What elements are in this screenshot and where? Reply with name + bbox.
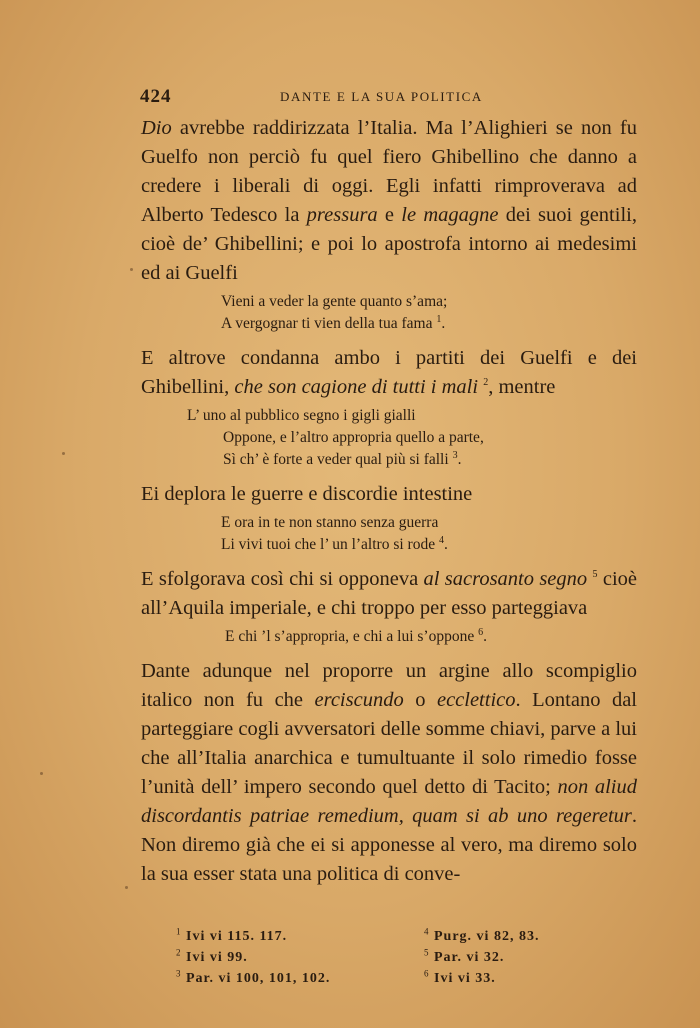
footnote-ref: 1 bbox=[436, 313, 442, 325]
italic-text: al sacrosanto segno bbox=[423, 568, 588, 590]
footnote: $^4$ Purg. vi 82, 83. bbox=[424, 926, 540, 944]
verse-quote-1 bbox=[141, 291, 637, 335]
italic-text: che son cagione di tutti i mali bbox=[234, 376, 479, 398]
italic-text: Dio bbox=[141, 117, 172, 139]
text-run: dei suoi gentili, cioè de’ Ghibellini; e poi lo apostrofa intorno ai medesimi ed ai Guelfi bbox=[141, 204, 637, 284]
footnote-ref: 3 bbox=[452, 449, 458, 461]
paragraph-3: Ei deplora le guerre e discordie intestine bbox=[141, 483, 473, 505]
text-run: avrebbe raddirizzata l’Italia. Ma l’Alighieri se non fu Guelfo non perciò fu quel fiero Ghibellino che danno a credere i liberali di oggi. Egli infatti rimproverava ad Alberto Tedesco la bbox=[141, 117, 637, 226]
italic-text: erciscundo bbox=[314, 689, 404, 711]
paper-speck bbox=[62, 452, 65, 455]
text-run: cioè all’Aquila imperiale, e chi troppo per esso parteggiava bbox=[141, 568, 637, 619]
footnote: $^5$ Par. vi 32. bbox=[424, 947, 505, 965]
paper-speck bbox=[130, 268, 133, 271]
verse-line: L’ uno al pubblico segno i gigli gialli bbox=[187, 407, 416, 424]
running-head: DANTE E LA SUA POLITICA bbox=[280, 89, 483, 104]
paragraph-2 bbox=[141, 344, 637, 402]
footnote: $^6$ Ivi vi 33. bbox=[424, 968, 496, 986]
verse-quote-3 bbox=[141, 512, 637, 556]
footnote: $^1$ Ivi vi 115. 117. bbox=[176, 926, 288, 944]
paper-speck bbox=[40, 772, 43, 775]
text-run: . Lontano dal parteggiare cogli avversatori delle somme chiavi, parve a lui che all’Italia anarchica e tumultuante il solo rimedio fosse l’unità dell’ impero secondo quel detto di Tacito; bbox=[141, 689, 637, 798]
paper-speck bbox=[125, 886, 128, 889]
verse-line: E ora in te non stanno senza guerra bbox=[221, 514, 439, 531]
footnote-ref: 6 bbox=[478, 626, 484, 638]
verse-line: A vergognar ti vien della tua fama $^1$. bbox=[221, 313, 446, 332]
text-run: , mentre bbox=[488, 376, 556, 398]
footnote-column-left bbox=[176, 926, 330, 989]
text-run: E altrove condanna ambo i partiti dei Guelfi e dei Ghibellini, bbox=[141, 347, 637, 398]
italic-text: le magagne bbox=[401, 204, 499, 226]
page-header bbox=[140, 86, 636, 108]
italic-text: ecclettico bbox=[436, 689, 516, 711]
text-run: e bbox=[377, 204, 402, 226]
footnote-ref: 2 bbox=[483, 377, 489, 389]
footnote: $^3$ Par. vi 100, 101, 102. bbox=[176, 968, 331, 986]
footnote-column-right bbox=[424, 926, 539, 989]
text-run: Dante adunque nel proporre un argine allo scompiglio italico non fu che bbox=[141, 660, 637, 711]
verse-line: Sì ch’ è forte a veder qual più si falli $^3$. bbox=[223, 449, 462, 468]
text-run: o bbox=[403, 689, 437, 711]
page-body bbox=[141, 114, 637, 889]
text-run: E sfolgorava così chi si opponeva bbox=[141, 568, 424, 590]
footnote-ref: 5 bbox=[592, 569, 598, 581]
verse-line: Vieni a veder la gente quanto s’ama; bbox=[221, 293, 448, 310]
footnote-ref: 4 bbox=[438, 534, 444, 546]
verse-line: Li vivi tuoi che l’ un l’altro si rode $^4$. bbox=[221, 534, 448, 553]
italic-text: non aliud discordantis patriae remedium, quam si ab uno regeretur bbox=[141, 776, 637, 827]
paragraph-1 bbox=[141, 114, 637, 288]
footnote: $^2$ Ivi vi 99. bbox=[176, 947, 248, 965]
italic-text: pressura bbox=[306, 204, 378, 226]
page-number: 424 bbox=[140, 86, 172, 107]
paragraph-5 bbox=[141, 657, 637, 889]
verse-line: Oppone, e l’altro appropria quello a parte, bbox=[223, 429, 484, 446]
text-run: . Non diremo già che ei si apponesse al vero, ma diremo solo la sua esser stata una politica di conve- bbox=[141, 805, 637, 885]
verse-line: E chi ’l s’appropria, e chi a lui s’oppone $^6$. bbox=[225, 626, 487, 645]
paragraph-4 bbox=[141, 565, 637, 623]
verse-quote-4 bbox=[141, 626, 637, 648]
verse-quote-2 bbox=[141, 405, 637, 471]
